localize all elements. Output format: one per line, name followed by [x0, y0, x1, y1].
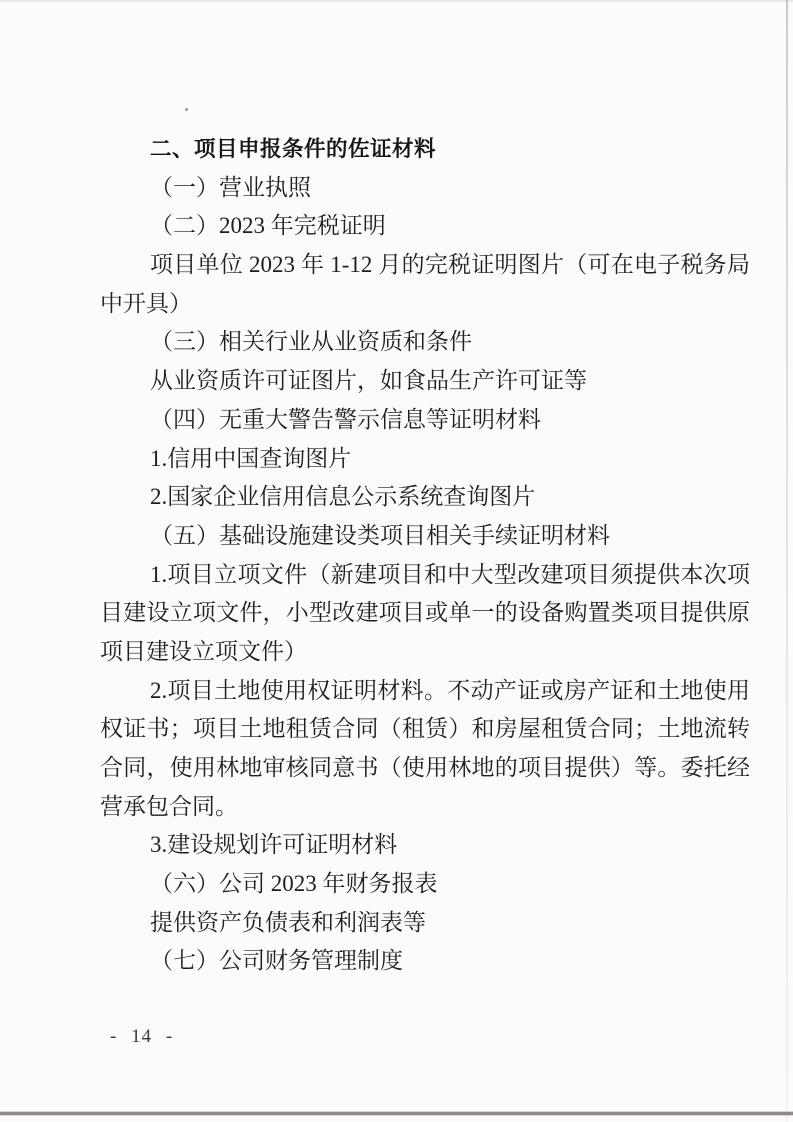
scan-top-edge — [0, 0, 793, 2]
text-line: 中开具） — [100, 290, 192, 316]
text-line: （三）相关行业从业资质和条件 — [150, 329, 472, 355]
text-line: 权证书；项目土地租赁合同（租赁）和房屋租赁合同；土地流转 — [100, 716, 750, 742]
text-line: 1.信用中国查询图片 — [150, 445, 352, 471]
text-line: 营承包合同。 — [100, 793, 238, 819]
text-line: 2.国家企业信用信息公示系统查询图片 — [150, 484, 536, 510]
text-line: （一）营业执照 — [150, 174, 311, 200]
text-line: 3.建设规划许可证明材料 — [150, 832, 398, 858]
scan-bottom-edge — [0, 1112, 793, 1115]
section-heading: 二、项目申报条件的佐证材料 — [150, 137, 437, 161]
text-line: 合同，使用林地审核同意书（使用林地的项目提供）等。委托经 — [100, 755, 750, 780]
text-line: 从业资质许可证图片，如食品生产许可证等 — [150, 368, 587, 394]
page-number: - 14 - — [110, 1026, 174, 1047]
text-line: （六）公司 2023 年财务报表 — [150, 871, 438, 897]
text-line: 提供资产负债表和利润表等 — [150, 909, 426, 935]
text-line: 1.项目立项文件（新建项目和中大型改建项目须提供本次项 — [150, 561, 750, 587]
text-line: 目建设立项文件，小型改建项目或单一的设备购置类项目提供原 — [100, 600, 750, 626]
scan-right-edge — [786, 0, 788, 1122]
text-line: （二）2023 年完税证明 — [150, 213, 386, 239]
ink-speck — [185, 108, 188, 111]
text-line: 项目建设立项文件） — [100, 638, 307, 664]
document-body — [100, 169, 750, 981]
text-line: （四）无重大警告警示信息等证明材料 — [150, 406, 541, 432]
text-line: 2.项目土地使用权证明材料。不动产证或房产证和土地使用 — [150, 677, 750, 703]
text-line: （五）基础设施建设类项目相关手续证明材料 — [150, 522, 610, 548]
text-line: 项目单位 2023 年 1-12 月的完税证明图片（可在电子税务局 — [150, 252, 750, 278]
text-line: （七）公司财务管理制度 — [150, 948, 403, 974]
